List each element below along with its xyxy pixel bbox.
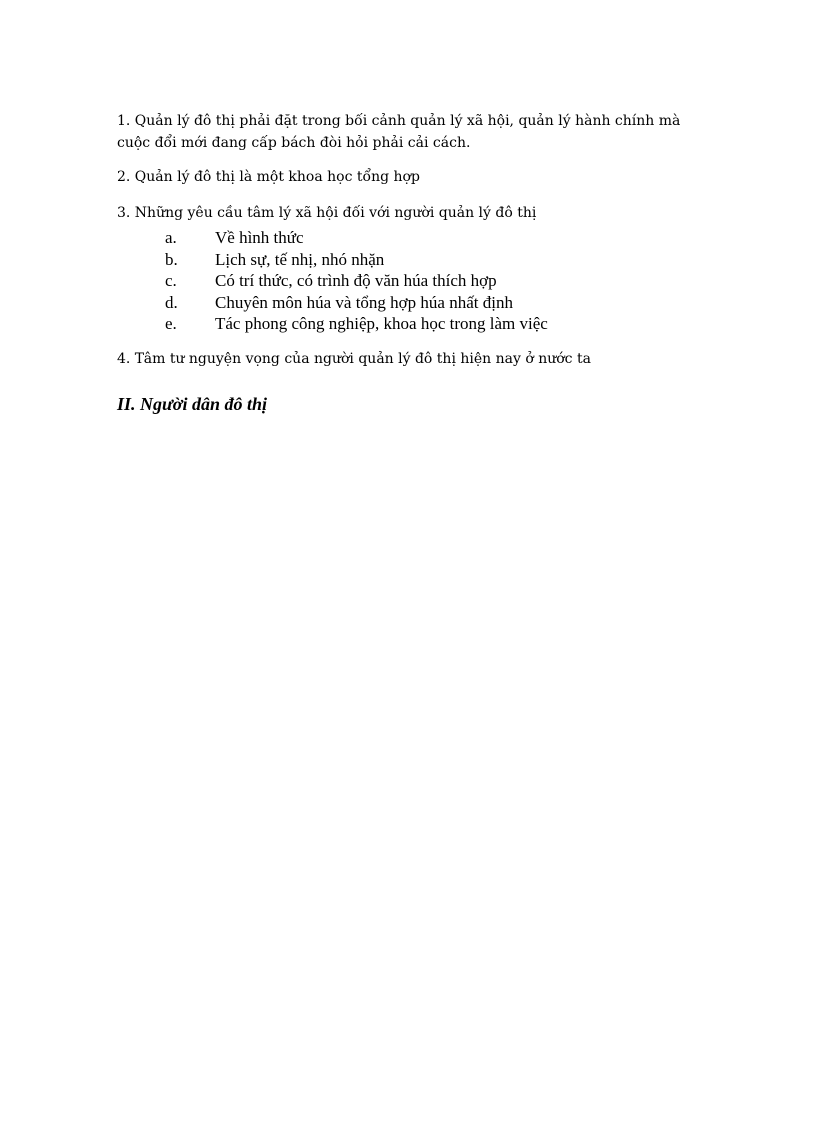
list-marker: b. [165,249,178,269]
list-item [165,249,548,271]
section-heading: II. Người dân đô thị [117,394,267,414]
list-item-text: Lịch sự, tế nhị, nhó nhặn [215,249,385,269]
paragraph-item-3: 3. Những yêu cầu tâm lý xã hội đối với người quản lý đô thị [117,205,537,221]
list-marker: e. [165,314,177,333]
list-item [165,270,548,292]
list-item-text: Về hình thức [215,228,304,247]
list-marker: a. [165,228,177,247]
list-item [165,313,548,335]
requirements-sublist [165,227,548,335]
list-item-text: Chuyên môn húa và tổng hợp húa nhất định [215,292,513,312]
list-item [165,227,548,249]
list-item-text: Có trí thức, có trình độ văn húa thích hợp [215,271,497,290]
paragraph-item-1: 1. Quản lý đô thị phải đặt trong bối cảnh quản lý xã hội, quản lý hành chính mà cuộc đổi mới đang cấp bách đòi hỏi phải cải cách. [117,113,681,151]
list-marker: c. [165,271,177,290]
list-marker: d. [165,292,178,312]
paragraph-item-2: 2. Quản lý đô thị là một khoa học tổng hợp [117,169,420,185]
paragraph-item-4: 4. Tâm tư nguyện vọng của người quản lý đô thị hiện nay ở nước ta [117,351,591,367]
list-item [165,292,548,314]
list-item-text: Tác phong công nghiệp, khoa học trong làm việc [215,314,548,333]
